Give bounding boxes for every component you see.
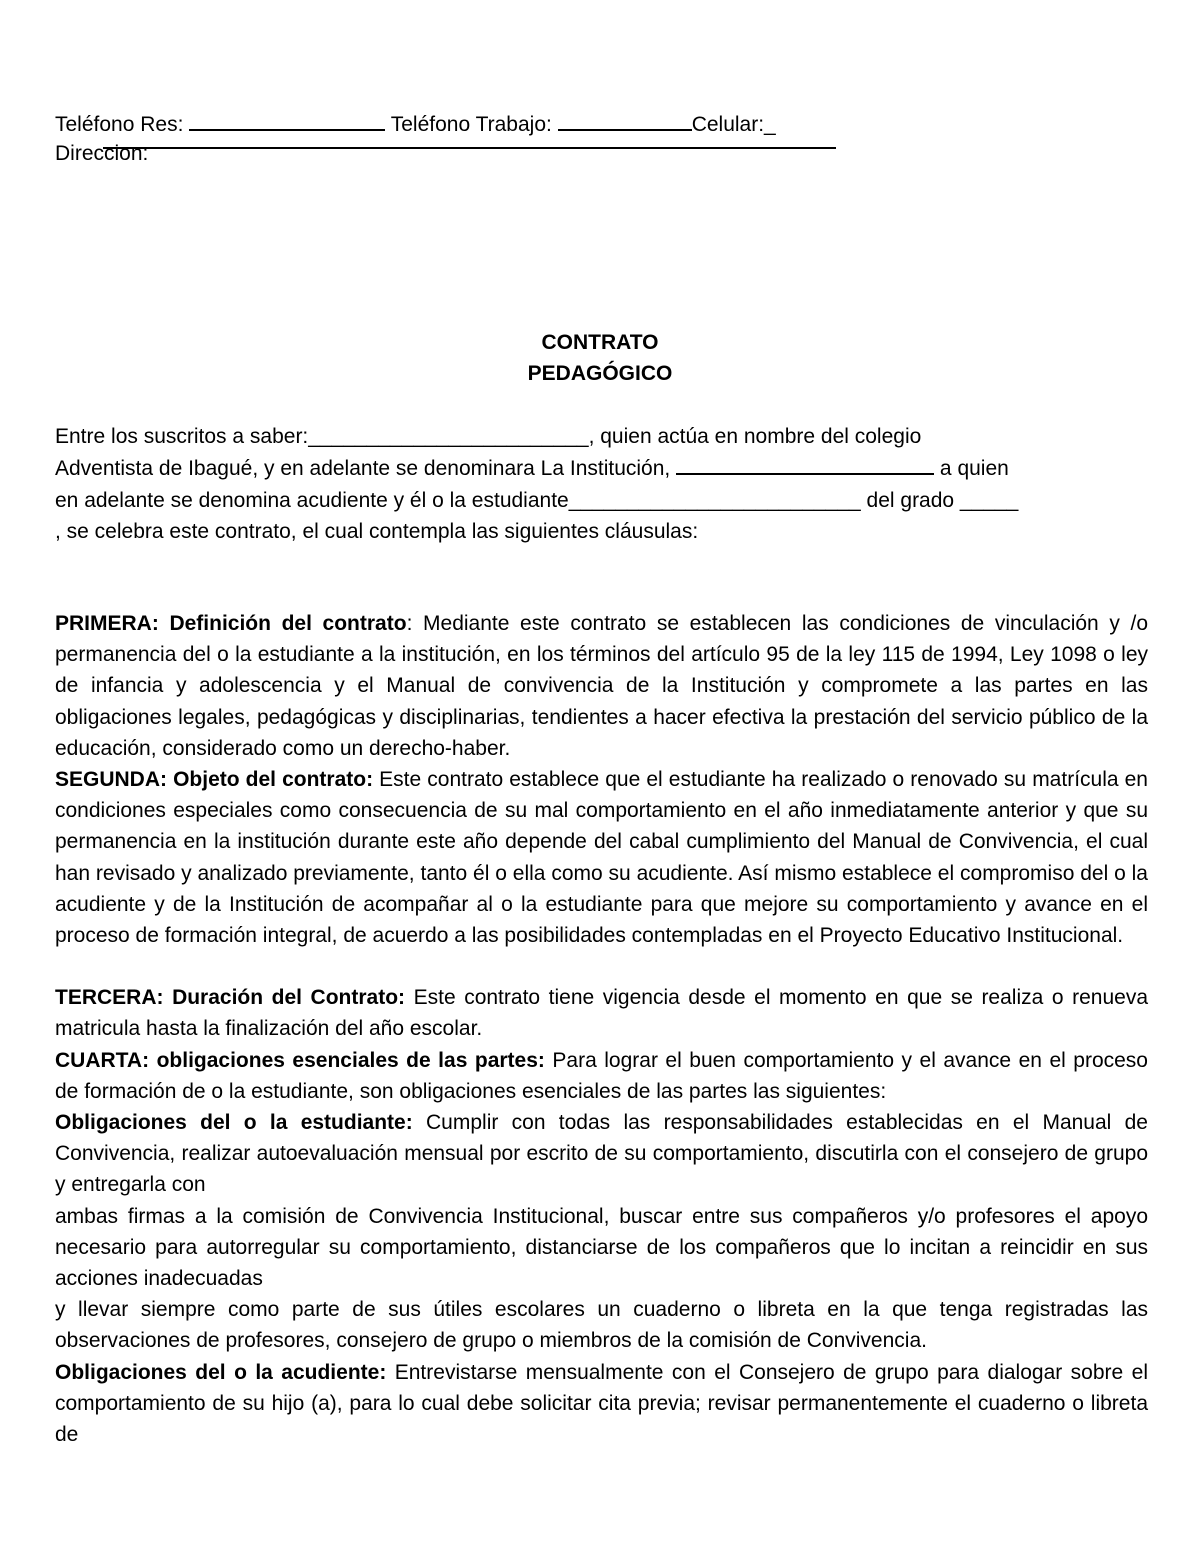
obligaciones-acudiente [55,1357,1148,1451]
intro-line-2-tail: a quien [934,457,1009,481]
clause-segunda [55,764,1148,951]
clause-segunda-heading: SEGUNDA: Objeto del contrato: [55,768,374,792]
intro-line-2 [55,452,1135,484]
clauses-body [55,608,1148,1450]
direccion-blank [103,147,836,149]
clause-primera-text: : Mediante este contrato se establecen las condiciones de vinculación y /o permanencia del o la estudiante a la institución, en los términos del artículo 95 de la ley 115 de 1994, Ley 1098 o ley de infancia y adolescencia y el Manual de convivencia de la Institución y compromete a las partes en las obligaciones legales, pedagógicas y disciplinarias, tendientes a hacer efectiva la prestación del servicio público de la educación, considerado como un derecho-haber. [55,612,1148,760]
direccion-label: Direccion: [55,142,149,165]
clause-tercera [55,982,1148,1044]
celular-label: Celular:_ [691,113,776,136]
intro-line-4: , se celebra este contrato, el cual contempla las siguientes cláusulas: [55,519,699,543]
obligaciones-estudiante-cont [55,1201,1148,1295]
intro-line-3: en adelante se denomina acudiente y él o la estudiante_________________________ del grado _____ [55,488,1019,512]
telefono-res-label: Teléfono Res: [55,113,184,136]
phone-line [55,108,855,139]
clause-cuarta [55,1045,1148,1107]
obligaciones-acudiente-text: Entrevistarse mensualmente con el Consejero de grupo para dialogar sobre el comportamiento de su hijo (a), para lo cual debe solicitar cita previa; revisar permanentemente el cuaderno o libreta de [55,1360,1148,1447]
telefono-res-blank [189,108,385,131]
intro-line-2-text: Adventista de Ibagué, y en adelante se denominara La Institución, [55,457,677,481]
obligaciones-estudiante-text: Cumplir con todas las responsabilidades establecidas en el Manual de Convivencia, realizar autoevaluación mensual por escrito de su comportamiento, discutirla con el consejero de grupo y entregarla con [55,1111,1148,1197]
document-title [0,327,1200,389]
title-line-2: PEDAGÓGICO [527,362,673,385]
clause-tercera-heading: TERCERA: Duración del Contrato: [55,986,406,1010]
obligaciones-estudiante-text-2: ambas firmas a la comisión de Convivencia Institucional, buscar entre sus compañeros y/o profesores el apoyo necesario para autorregular su comportamiento, distanciarse de los compañeros que lo incitan a reincidir en sus acciones inadecuadas [55,1204,1148,1291]
clause-segunda-text: Este contrato establece que el estudiante ha realizado o renovado su matrícula en condiciones especiales como consecuencia de su mal comportamiento en el año inmediatamente anterior y que su permanencia en la institución durante este año depende del cabal cumplimiento del Manual de Convivencia, el cual han revisado y analizado previamente, tanto él o ella como su acudiente. Así mismo establece el compromiso del o la acudiente y de la Institución de acompañar al o la estudiante para que mejore su comportamiento y avance en el proceso de formación integral, de acuerdo a las posibilidades contempladas en el Proyecto Educativo Institucional. [55,768,1148,948]
institucion-blank [676,452,934,475]
title-line-1: CONTRATO [541,331,659,354]
contact-header [55,108,855,168]
clause-cuarta-heading: CUARTA: obligaciones esenciales de las partes: [55,1048,545,1072]
obligaciones-estudiante-cont-2 [55,1294,1148,1356]
clause-tercera-text: Este contrato tiene vigencia desde el momento en que se realiza o renueva matricula hasta la finalización del año escolar. [55,986,1149,1041]
obligaciones-estudiante-heading: Obligaciones del o la estudiante: [55,1111,413,1135]
obligaciones-acudiente-heading: Obligaciones del o la acudiente: [55,1360,387,1384]
obligaciones-estudiante-text-3: y llevar siempre como parte de sus útiles escolares un cuaderno o libreta en la que tenga registradas las observaciones de profesores, consejero de grupo o miembros de la comisión de Convivencia. [55,1298,1148,1353]
clause-cuarta-text: Para lograr el buen comportamiento y el avance en el proceso de formación de o la estudiante, son obligaciones esenciales de las partes las siguientes: [55,1048,1148,1103]
obligaciones-estudiante [55,1107,1148,1201]
direccion-line-row [55,139,855,168]
clause-primera [55,608,1148,764]
intro-line-1: Entre los suscritos a saber:________________________, quien actúa en nombre del colegio [55,425,922,448]
telefono-trabajo-blank [558,108,692,131]
telefono-trabajo-label: Teléfono Trabajo: [390,113,552,136]
intro-paragraph [55,421,1135,547]
clause-primera-heading: PRIMERA: Definición del contrato [55,612,407,635]
